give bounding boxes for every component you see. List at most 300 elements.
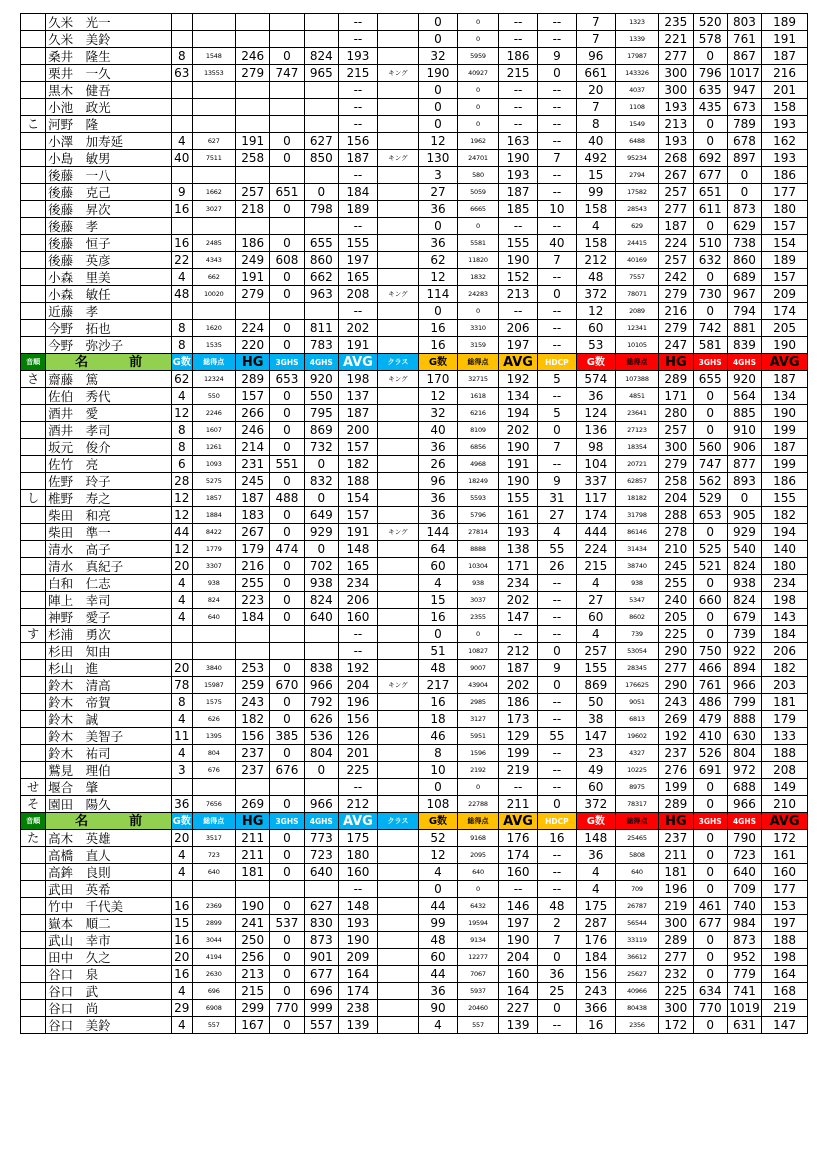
player-row [21, 184, 808, 201]
games-all: 212 [576, 252, 615, 269]
average-all: 209 [762, 286, 808, 303]
games-all: 60 [576, 609, 615, 626]
header-games-all: G数 [576, 354, 615, 371]
high-3g-all: 750 [693, 643, 727, 660]
high-game-this: 211 [236, 830, 270, 847]
player-row [21, 82, 808, 99]
games-year: 27 [419, 184, 458, 201]
games-year: 40 [419, 422, 458, 439]
games-this: 20 [171, 949, 192, 966]
player-name: 佐竹 亮 [46, 456, 172, 473]
high-3g-all: 0 [693, 932, 727, 949]
high-game-all: 300 [659, 65, 693, 82]
high-game-all: 290 [659, 677, 693, 694]
average-all: 187 [762, 48, 808, 65]
total-pins-all: 176625 [615, 677, 658, 694]
handicap: -- [537, 14, 576, 31]
player-row [21, 711, 808, 728]
high-game-this [236, 31, 270, 48]
handicap: 0 [537, 65, 576, 82]
player-name: 佐野 玲子 [46, 473, 172, 490]
total-pins-year: 0 [457, 303, 498, 320]
games-all: 444 [576, 524, 615, 541]
average-all: 186 [762, 473, 808, 490]
high-4g-all: 905 [727, 507, 761, 524]
total-pins-this: 557 [192, 1017, 235, 1034]
average-year: 147 [499, 609, 538, 626]
games-this: 28 [171, 473, 192, 490]
high-4g-this: 732 [304, 439, 338, 456]
average-this: 160 [338, 609, 377, 626]
games-this: 36 [171, 796, 192, 813]
high-4g-all: 894 [727, 660, 761, 677]
player-name: 高橋 直人 [46, 847, 172, 864]
average-all: 199 [762, 422, 808, 439]
total-pins-this: 3517 [192, 830, 235, 847]
high-game-all: 211 [659, 847, 693, 864]
header-player-name: 名 前 [46, 354, 172, 371]
games-year: 36 [419, 439, 458, 456]
total-pins-this: 1261 [192, 439, 235, 456]
games-all: 38 [576, 711, 615, 728]
total-pins-all: 25465 [615, 830, 658, 847]
high-game-all: 289 [659, 932, 693, 949]
high-game-this [236, 303, 270, 320]
class: キング [377, 286, 418, 303]
player-row [21, 541, 808, 558]
class [377, 881, 418, 898]
average-this: 191 [338, 524, 377, 541]
high-4g-all: 910 [727, 422, 761, 439]
header-games-this: G数 [171, 813, 192, 830]
handicap: 0 [537, 643, 576, 660]
high-game-all: 289 [659, 796, 693, 813]
games-this: 48 [171, 286, 192, 303]
high-4g-all: 761 [727, 31, 761, 48]
games-this: 8 [171, 48, 192, 65]
total-pins-year: 1832 [457, 269, 498, 286]
average-all: 210 [762, 796, 808, 813]
high-game-this: 237 [236, 762, 270, 779]
class [377, 184, 418, 201]
high-4g-this: 640 [304, 609, 338, 626]
player-row [21, 422, 808, 439]
header-high-game-all: HG [659, 354, 693, 371]
class [377, 660, 418, 677]
average-year: 190 [499, 473, 538, 490]
player-name: 杉山 進 [46, 660, 172, 677]
total-pins-this: 696 [192, 983, 235, 1000]
class [377, 762, 418, 779]
total-pins-this: 1884 [192, 507, 235, 524]
high-4g-this: 0 [304, 490, 338, 507]
total-pins-this: 2246 [192, 405, 235, 422]
player-row [21, 626, 808, 643]
high-4g-this: 901 [304, 949, 338, 966]
games-year: 12 [419, 847, 458, 864]
total-pins-all: 24415 [615, 235, 658, 252]
high-3g-all: 655 [693, 371, 727, 388]
player-row [21, 898, 808, 915]
games-this: 12 [171, 405, 192, 422]
class [377, 779, 418, 796]
total-pins-this: 7656 [192, 796, 235, 813]
average-all: 189 [762, 14, 808, 31]
total-pins-year: 5593 [457, 490, 498, 507]
high-3g-this: 653 [270, 371, 304, 388]
kana-index [21, 320, 46, 337]
kana-index [21, 167, 46, 184]
handicap: -- [537, 320, 576, 337]
average-all: 206 [762, 643, 808, 660]
total-pins-all: 19602 [615, 728, 658, 745]
high-game-this: 213 [236, 966, 270, 983]
total-pins-all: 5347 [615, 592, 658, 609]
total-pins-this: 723 [192, 847, 235, 864]
total-pins-year: 3310 [457, 320, 498, 337]
handicap: 5 [537, 371, 576, 388]
total-pins-year: 6432 [457, 898, 498, 915]
high-4g-all: 873 [727, 201, 761, 218]
high-3g-all: 0 [693, 116, 727, 133]
average-all: 140 [762, 541, 808, 558]
handicap: 25 [537, 983, 576, 1000]
high-4g-this [304, 303, 338, 320]
high-3g-this [270, 31, 304, 48]
handicap: -- [537, 388, 576, 405]
high-3g-all: 560 [693, 439, 727, 456]
high-3g-all: 0 [693, 779, 727, 796]
games-year: 10 [419, 762, 458, 779]
games-all: 36 [576, 847, 615, 864]
player-name: 小澤 加寿延 [46, 133, 172, 150]
handicap: 9 [537, 473, 576, 490]
class [377, 1017, 418, 1034]
games-this: 8 [171, 694, 192, 711]
average-year: 192 [499, 371, 538, 388]
average-year: 211 [499, 796, 538, 813]
average-year: 187 [499, 184, 538, 201]
games-year: 0 [419, 626, 458, 643]
average-this: 180 [338, 847, 377, 864]
games-year: 0 [419, 779, 458, 796]
high-3g-all: 486 [693, 694, 727, 711]
total-pins-this [192, 116, 235, 133]
player-row [21, 966, 808, 983]
total-pins-all: 938 [615, 575, 658, 592]
high-3g-all: 0 [693, 626, 727, 643]
games-this [171, 116, 192, 133]
handicap: 9 [537, 660, 576, 677]
total-pins-year: 1596 [457, 745, 498, 762]
games-year: 99 [419, 915, 458, 932]
average-year: 190 [499, 150, 538, 167]
average-year: -- [499, 14, 538, 31]
kana-index [21, 82, 46, 99]
games-this: 4 [171, 575, 192, 592]
high-game-this: 211 [236, 847, 270, 864]
player-row [21, 48, 808, 65]
high-game-all: 221 [659, 31, 693, 48]
average-year: 199 [499, 745, 538, 762]
total-pins-all: 62857 [615, 473, 658, 490]
high-game-all: 269 [659, 711, 693, 728]
high-game-all: 225 [659, 983, 693, 1000]
average-this: 188 [338, 473, 377, 490]
total-pins-this [192, 14, 235, 31]
high-3g-all: 0 [693, 303, 727, 320]
total-pins-this: 2369 [192, 898, 235, 915]
high-game-all: 268 [659, 150, 693, 167]
class [377, 252, 418, 269]
total-pins-year: 5937 [457, 983, 498, 1000]
average-all: 133 [762, 728, 808, 745]
average-all: 198 [762, 949, 808, 966]
class [377, 337, 418, 354]
games-this: 4 [171, 864, 192, 881]
high-3g-this: 0 [270, 201, 304, 218]
header-total-pins-this: 総得点 [192, 813, 235, 830]
class [377, 82, 418, 99]
high-game-all: 196 [659, 881, 693, 898]
average-this: 201 [338, 745, 377, 762]
header-class: クラス [377, 354, 418, 371]
class [377, 1000, 418, 1017]
high-4g-this [304, 626, 338, 643]
total-pins-this: 1662 [192, 184, 235, 201]
high-3g-this: 0 [270, 575, 304, 592]
games-this: 40 [171, 150, 192, 167]
class [377, 116, 418, 133]
class [377, 932, 418, 949]
player-row [21, 218, 808, 235]
kana-index [21, 694, 46, 711]
average-all: 157 [762, 269, 808, 286]
player-name: 今野 拓也 [46, 320, 172, 337]
games-this: 8 [171, 337, 192, 354]
games-this: 4 [171, 269, 192, 286]
kana-index [21, 303, 46, 320]
player-row [21, 1017, 808, 1034]
handicap: 0 [537, 796, 576, 813]
average-year: 171 [499, 558, 538, 575]
header-high-game-this: HG [236, 813, 270, 830]
player-row [21, 320, 808, 337]
games-all: 337 [576, 473, 615, 490]
class [377, 728, 418, 745]
player-name: 白和 仁志 [46, 575, 172, 592]
player-row [21, 609, 808, 626]
high-4g-this: 626 [304, 711, 338, 728]
player-name: 陣上 幸司 [46, 592, 172, 609]
high-3g-all: 0 [693, 881, 727, 898]
high-3g-all: 677 [693, 167, 727, 184]
kana-index [21, 235, 46, 252]
average-this: -- [338, 14, 377, 31]
total-pins-all: 10225 [615, 762, 658, 779]
high-3g-all: 0 [693, 405, 727, 422]
average-this: 155 [338, 235, 377, 252]
games-this: 4 [171, 133, 192, 150]
high-4g-this: 850 [304, 150, 338, 167]
average-this: 126 [338, 728, 377, 745]
player-row [21, 507, 808, 524]
high-3g-all: 0 [693, 218, 727, 235]
high-3g-this: 0 [270, 337, 304, 354]
high-game-this: 241 [236, 915, 270, 932]
player-row [21, 473, 808, 490]
high-4g-this: 869 [304, 422, 338, 439]
class [377, 694, 418, 711]
average-this: -- [338, 881, 377, 898]
high-4g-all: 790 [727, 830, 761, 847]
high-3g-this: 0 [270, 609, 304, 626]
games-year: 144 [419, 524, 458, 541]
player-row [21, 456, 808, 473]
player-name: 鈴木 美智子 [46, 728, 172, 745]
average-this: 156 [338, 711, 377, 728]
total-pins-all: 629 [615, 218, 658, 235]
header-class: クラス [377, 813, 418, 830]
average-year: 152 [499, 269, 538, 286]
handicap: -- [537, 847, 576, 864]
games-this: 4 [171, 592, 192, 609]
kana-index [21, 898, 46, 915]
player-name: 後藤 昇次 [46, 201, 172, 218]
total-pins-all: 38740 [615, 558, 658, 575]
games-this: 8 [171, 422, 192, 439]
handicap: 26 [537, 558, 576, 575]
total-pins-all: 31434 [615, 541, 658, 558]
player-name: 久米 美鈴 [46, 31, 172, 48]
player-name: 栗井 一久 [46, 65, 172, 82]
total-pins-this [192, 31, 235, 48]
high-game-all: 276 [659, 762, 693, 779]
high-3g-all: 634 [693, 983, 727, 1000]
high-game-all: 172 [659, 1017, 693, 1034]
average-this: 192 [338, 660, 377, 677]
games-this: 62 [171, 371, 192, 388]
high-3g-this: 0 [270, 1017, 304, 1034]
games-this: 63 [171, 65, 192, 82]
games-all: 50 [576, 694, 615, 711]
kana-index [21, 881, 46, 898]
header-player-name: 名 前 [46, 813, 172, 830]
average-all: 234 [762, 575, 808, 592]
games-this [171, 14, 192, 31]
player-name: 桑井 隆生 [46, 48, 172, 65]
high-3g-all: 479 [693, 711, 727, 728]
average-year: -- [499, 626, 538, 643]
high-game-this: 258 [236, 150, 270, 167]
handicap: 55 [537, 728, 576, 745]
total-pins-year: 22788 [457, 796, 498, 813]
high-3g-this: 0 [270, 864, 304, 881]
player-name: 近藤 孝 [46, 303, 172, 320]
high-game-this: 279 [236, 65, 270, 82]
handicap: -- [537, 337, 576, 354]
kana-index: そ [21, 796, 46, 813]
high-4g-this: 838 [304, 660, 338, 677]
class: キング [377, 524, 418, 541]
games-year: 0 [419, 99, 458, 116]
average-all: 219 [762, 1000, 808, 1017]
games-year: 36 [419, 201, 458, 218]
high-4g-this: 702 [304, 558, 338, 575]
average-year: 176 [499, 830, 538, 847]
average-year: 197 [499, 337, 538, 354]
high-game-all: 247 [659, 337, 693, 354]
high-game-this: 266 [236, 405, 270, 422]
total-pins-all: 80438 [615, 1000, 658, 1017]
high-game-this [236, 643, 270, 660]
bowling-score-table [20, 13, 808, 1034]
games-this: 16 [171, 235, 192, 252]
total-pins-all: 2089 [615, 303, 658, 320]
high-game-this: 216 [236, 558, 270, 575]
header-total-pins-this: 総得点 [192, 354, 235, 371]
kana-index: せ [21, 779, 46, 796]
games-year: 12 [419, 133, 458, 150]
kana-index [21, 592, 46, 609]
player-name: 谷口 美鈴 [46, 1017, 172, 1034]
games-this [171, 82, 192, 99]
player-name: 後藤 孝 [46, 218, 172, 235]
games-year: 217 [419, 677, 458, 694]
games-this [171, 167, 192, 184]
games-all: 184 [576, 949, 615, 966]
kana-index: た [21, 830, 46, 847]
average-this: 187 [338, 405, 377, 422]
games-year: 170 [419, 371, 458, 388]
high-4g-this: 640 [304, 864, 338, 881]
player-row [21, 728, 808, 745]
games-year: 0 [419, 881, 458, 898]
high-3g-all: 562 [693, 473, 727, 490]
handicap: 4 [537, 524, 576, 541]
total-pins-year: 6856 [457, 439, 498, 456]
high-4g-all: 922 [727, 643, 761, 660]
high-4g-this: 999 [304, 1000, 338, 1017]
player-name: 杉田 知由 [46, 643, 172, 660]
high-game-all: 171 [659, 388, 693, 405]
total-pins-all: 7557 [615, 269, 658, 286]
player-row [21, 133, 808, 150]
high-3g-all: 0 [693, 133, 727, 150]
games-all: 574 [576, 371, 615, 388]
high-4g-all: 739 [727, 626, 761, 643]
average-all: 194 [762, 524, 808, 541]
total-pins-year: 3037 [457, 592, 498, 609]
high-3g-all: 0 [693, 575, 727, 592]
high-3g-this: 670 [270, 677, 304, 694]
high-4g-all: 629 [727, 218, 761, 235]
total-pins-all: 107388 [615, 371, 658, 388]
average-this: 165 [338, 269, 377, 286]
high-game-all: 258 [659, 473, 693, 490]
average-year: 155 [499, 235, 538, 252]
total-pins-all: 10105 [615, 337, 658, 354]
player-name: 鈴木 清高 [46, 677, 172, 694]
high-3g-this [270, 14, 304, 31]
kana-index [21, 558, 46, 575]
high-3g-all: 651 [693, 184, 727, 201]
kana-index [21, 184, 46, 201]
class [377, 388, 418, 405]
high-game-this [236, 218, 270, 235]
high-4g-all: 0 [727, 167, 761, 184]
total-pins-this: 1607 [192, 422, 235, 439]
